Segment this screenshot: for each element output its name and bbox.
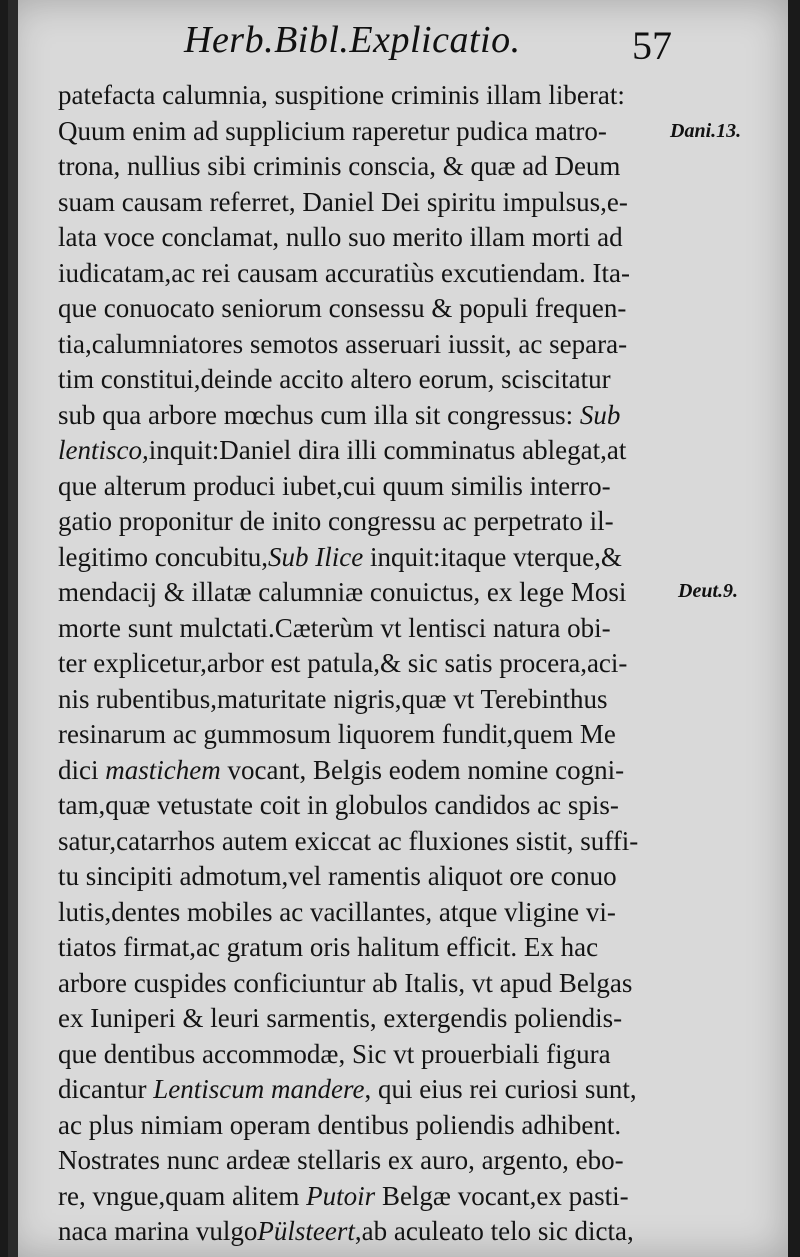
text-segment: tim constitui,deinde accito altero eorum, sciscitatur: [58, 364, 611, 394]
text-segment: ex Iuniperi & leuri sarmentis, extergendis poliendis-: [58, 1003, 623, 1033]
text-segment: Nostrates nunc ardeæ stellaris ex auro, argento, ebo-: [58, 1145, 624, 1175]
text-line: [58, 680, 678, 718]
text-segment: dicantur: [58, 1074, 154, 1104]
text-segment: legitimo concubitu,: [58, 541, 268, 572]
text-line: [58, 573, 678, 611]
margin-note-deuteronomy: Deut.9.: [678, 580, 738, 602]
text-line: [58, 1070, 678, 1108]
running-head-title: Herb.Bibl.Explicatio.: [184, 19, 521, 61]
text-line: [58, 928, 678, 966]
text-segment: naca marina vulgo: [58, 1216, 258, 1246]
text-line: [58, 1212, 678, 1250]
text-line: [58, 964, 678, 1002]
italic-text-segment: Sub Ilice: [267, 541, 364, 572]
text-segment: mendacij & illatæ calumniæ conuictus, ex lege Mosi: [58, 577, 627, 607]
text-segment: morte sunt mulctati.Cæterùm vt lentisci natura obi-: [58, 612, 611, 643]
page-number: 57: [632, 23, 672, 68]
text-line: [58, 1106, 678, 1144]
text-line: [58, 609, 678, 647]
italic-text-segment: mastichem: [105, 754, 221, 785]
text-segment: nis rubentibus,maturitate nigris,quæ vt Terebinthus: [58, 683, 608, 714]
text-segment: inquit:Daniel dira illi comminatus ablegat,at: [148, 435, 627, 465]
text-segment: Belgæ vocant,ex pasti-: [375, 1180, 629, 1211]
text-segment: trona, nullius sibi criminis conscia, & quæ ad Deum: [58, 151, 621, 181]
text-line: [58, 218, 678, 256]
text-line: [58, 254, 678, 292]
margin-note-daniel: Dani.13.: [670, 120, 742, 142]
text-segment: patefacta calumnia, suspitione criminis illam liberat:: [58, 80, 625, 110]
text-line: [58, 893, 678, 931]
text-segment: ac plus nimiam operam dentibus poliendis adhibent.: [58, 1109, 622, 1140]
text-line: [58, 786, 678, 824]
text-segment: que dentibus accommodæ, Sic vt prouerbiali figura: [58, 1038, 611, 1069]
text-segment: Quum enim ad supplicium raperetur pudica matro-: [58, 115, 607, 146]
text-segment: iudicatam,ac rei causam accuratiùs excutiendam. Ita-: [58, 257, 630, 288]
text-line: [58, 147, 678, 185]
text-segment: dici: [58, 754, 106, 785]
text-segment: ,ab aculeato telo sic dicta,: [354, 1216, 634, 1246]
text-line: [58, 502, 678, 540]
text-segment: , qui eius rei curiosi sunt,: [364, 1074, 637, 1104]
book-page: [8, 0, 788, 1257]
italic-text-segment: Pülsteert: [257, 1216, 355, 1246]
text-line: [58, 183, 678, 221]
text-line: [58, 538, 678, 576]
text-segment: tam,quæ vetustate coit in globulos candidos ac spis-: [58, 790, 619, 820]
text-segment: lutis,dentes mobiles ac vacillantes, atque vligine vi-: [58, 896, 616, 927]
text-segment: lata voce conclamat, nullo suo merito illam morti ad: [58, 222, 623, 252]
text-line: [58, 360, 678, 398]
text-line: [58, 822, 678, 860]
text-line: [58, 76, 678, 114]
text-segment: ter explicetur,arbor est patula,& sic satis procera,aci-: [58, 648, 628, 678]
text-line: [58, 999, 678, 1037]
text-segment: gatio proponitur de inito congressu ac perpetrato il-: [58, 506, 614, 536]
text-segment: inquit:itaque vterque,&: [363, 541, 622, 572]
italic-text-segment: Putoir: [306, 1180, 376, 1211]
text-segment: resinarum ac gummosum liquorem fundit,quem Me: [58, 719, 616, 749]
text-line: [58, 751, 678, 789]
text-segment: que conuocato seniorum consessu & populi frequen-: [58, 293, 627, 323]
text-line: [58, 1035, 678, 1073]
text-line: [58, 644, 678, 682]
text-segment: satur,catarrhos autem exiccat ac fluxiones sistit, suffi-: [58, 825, 639, 856]
italic-text-segment: lentisco,: [58, 435, 149, 465]
italic-text-segment: Lentiscum mandere: [153, 1074, 365, 1104]
text-segment: arbore cuspides conficiuntur ab Italis, vt apud Belgas: [58, 967, 633, 998]
text-line: [58, 857, 678, 895]
text-line: [58, 1177, 678, 1215]
text-segment: tia,calumniatores semotos asseruari iussit, ac separa-: [58, 328, 628, 359]
text-segment: que alterum produci iubet,cui quum similis interro-: [58, 470, 611, 501]
text-segment: suam causam referret, Daniel Dei spiritu impulsus,e-: [58, 186, 628, 217]
text-segment: tiatos firmat,ac gratum oris halitum efficit. Ex hac: [58, 932, 599, 962]
text-line: [58, 431, 678, 469]
text-line: [58, 325, 678, 363]
text-segment: tu sincipiti admotum,vel ramentis aliquot ore conuo: [58, 861, 617, 891]
text-segment: sub qua arbore mœchus cum illa sit congressus:: [58, 399, 580, 430]
text-line: [58, 112, 678, 150]
text-segment: re, vngue,quam alitem: [58, 1180, 307, 1211]
text-line: [58, 289, 678, 327]
text-line: [58, 467, 678, 505]
text-line: [58, 1141, 678, 1179]
text-segment: vocant, Belgis eodem nomine cogni-: [220, 754, 625, 785]
text-line: [58, 715, 678, 753]
page-edge-shadow: [8, 0, 18, 1257]
text-line: [58, 396, 678, 434]
italic-text-segment: Sub: [579, 399, 621, 430]
